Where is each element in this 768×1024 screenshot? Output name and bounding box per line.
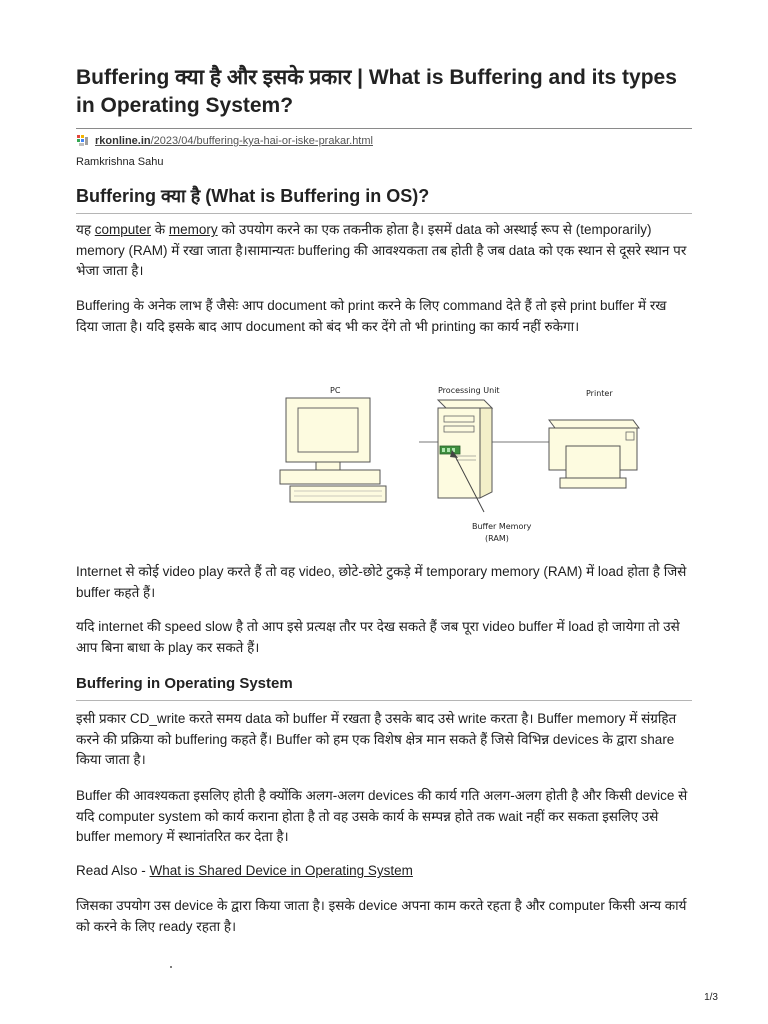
source-line [76, 133, 373, 149]
paragraph-advantages: Buffering के अनेक लाभ हैं जैसेः आप document को print करने के लिए command देते हैं तो इसे print buffer में रख दिया जाता है। यदि इसके बाद आप document को बंद भी कर देंगे तो भी printing का कार्य नहीं रुकेगा। [76, 298, 667, 334]
paragraph-slow-internet: यदि internet की speed slow है तो आप इसे प्रत्यक्ष तौर पर देख सकते हैं जब पूरा video buffer में load हो जायेगा तो उसे आप बिना बाधा के play कर सकते हैं। [76, 619, 680, 655]
source-link[interactable] [95, 135, 373, 147]
label-buffer-memory: Buffer Memory [472, 522, 532, 531]
section-divider [76, 213, 692, 214]
buffering-diagram [206, 378, 613, 548]
read-also-prefix: Read Also - [76, 863, 150, 878]
source-domain: rkonline.in [95, 135, 151, 147]
processing-unit-icon [438, 400, 492, 498]
label-processing-unit: Processing Unit [438, 386, 500, 395]
page-title: Buffering क्या है और इसके प्रकार | What is Buffering and its types in Operating System? [76, 66, 677, 117]
stray-dot [170, 966, 172, 968]
label-pc: PC [330, 386, 341, 395]
buffering-diagram-svg [206, 378, 613, 548]
paragraph-intro [76, 220, 692, 282]
label-printer: Printer [586, 389, 613, 398]
paragraph-cd-write: इसी प्रकार CD_write करते समय data को buffer में रखता है उसके बाद उसे write करता है। Buffer memory में संग्रहित करने की प्रक्रिया को buffering कहते हैं। Buffer को हम एक विशेष क्षेत्र मान सकते हैं जिसे विभिन्न devices के द्वारा share किया जाता है। [76, 711, 677, 767]
page-number: 1/3 [704, 992, 718, 1003]
paragraph-buffer-need: Buffer की आवश्यकता इसलिए होती है क्योंकि अलग-अलग devices की कार्य गति अलग-अलग होती है और किसी device से यदि computer system को कार्य कराना होता है तो वह उसके कार्य के सम्पन्न होते तक wait नहीं कर सकता इसलिए उसे buffer memory में स्थानांतरित कर देता है। [76, 788, 688, 844]
paragraph-video-buffer: Internet से कोई video play करते हैं तो वह video, छोटे-छोटे टुकड़े में temporary memory (RAM) में load होता है जिसे buffer कहते हैं। [76, 564, 687, 600]
source-path: /2023/04/buffering-kya-hai-or-iske-prakar.html [150, 135, 373, 147]
pc-icon [280, 398, 386, 502]
section-heading-buffering-in-os: Buffering in Operating System [76, 675, 293, 692]
intro-text-2: के [151, 222, 169, 237]
author-name: Ramkrishna Sahu [76, 156, 164, 168]
section-divider [76, 700, 692, 701]
section-heading-what-is-buffering: Buffering क्या है (What is Buffering in OS)? [76, 186, 430, 206]
read-also [76, 861, 413, 881]
memory-link[interactable]: memory [168, 222, 218, 237]
intro-text-1: यह [76, 222, 95, 237]
site-favicon-icon [76, 134, 90, 148]
label-ram: (RAM) [485, 534, 509, 543]
printer-icon [549, 420, 639, 488]
paragraph-device-usage: जिसका उपयोग उस device के द्वारा किया जाता है। इसके device अपना काम करते रहता है और computer किसी अन्य कार्य को करने के लिए ready रहता है। [76, 898, 687, 934]
computer-link[interactable]: computer [94, 222, 152, 237]
intro-text-3: को उपयोग करने का एक तकनीक होता है। इसमें data को अस्थाई रूप से (temporarily) memory (RAM) में रखा जाता है।सामान्यतः buffering की आवश्यकता तब होती है जब data को एक स्थान से दूसरे स्थान पर भेजा जाता है। [76, 222, 687, 278]
title-divider [76, 128, 692, 129]
read-also-link[interactable]: What is Shared Device in Operating System [149, 863, 413, 878]
